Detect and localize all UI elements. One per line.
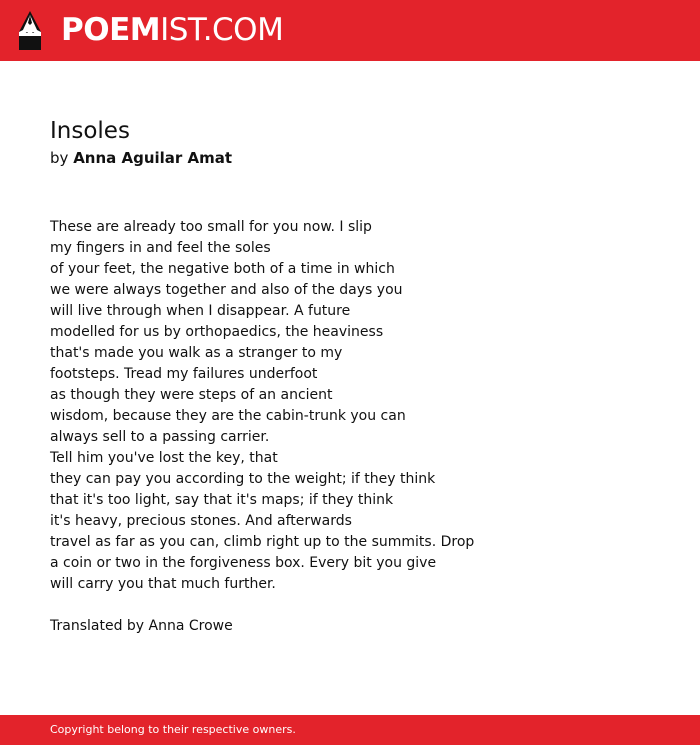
poem-line: wisdom, because they are the cabin-trunk you can (50, 408, 406, 424)
poem-line: will live through when I disappear. A future (50, 303, 351, 319)
poem-line: always sell to a passing carrier. (50, 429, 270, 445)
poem-line: These are already too small for you now. I slip (50, 219, 372, 235)
pen-nib-icon[interactable] (18, 10, 42, 51)
poem-line: a coin or two in the forgiveness box. Every bit you give (50, 555, 437, 571)
by-label: by (50, 149, 69, 167)
translator-credit: Translated by Anna Crowe (50, 618, 233, 634)
poem-title: Insoles (50, 118, 130, 144)
poem-line: that it's too light, say that it's maps; if they think (50, 492, 394, 508)
poem-line: it's heavy, precious stones. And afterwards (50, 513, 352, 529)
logo-light-text: IST.COM (160, 12, 284, 48)
poem-line: modelled for us by orthopaedics, the heaviness (50, 324, 384, 340)
poem-line: that's made you walk as a stranger to my (50, 345, 343, 361)
poem-line: of your feet, the negative both of a time in which (50, 261, 395, 277)
copyright-notice: Copyright belong to their respective owners. (50, 723, 296, 736)
author-name[interactable]: Anna Aguilar Amat (73, 149, 233, 167)
poem-line: as though they were steps of an ancient (50, 387, 333, 403)
byline (50, 146, 650, 170)
site-header (0, 0, 700, 61)
poem-line: Tell him you've lost the key, that (50, 450, 278, 466)
poem-line: we were always together and also of the days you (50, 282, 403, 298)
poem-line: travel as far as you can, climb right up to the summits. Drop (50, 534, 475, 550)
poem-article (50, 116, 650, 637)
site-logo-link[interactable] (61, 13, 283, 47)
poem-body (50, 217, 650, 595)
poem-line: my fingers in and feel the soles (50, 240, 271, 256)
site-footer (0, 715, 700, 745)
poem-line: they can pay you according to the weight; if they think (50, 471, 436, 487)
poem-line: footsteps. Tread my failures underfoot (50, 366, 318, 382)
logo-bold-text: POEM (61, 12, 161, 48)
poem-line: will carry you that much further. (50, 576, 276, 592)
